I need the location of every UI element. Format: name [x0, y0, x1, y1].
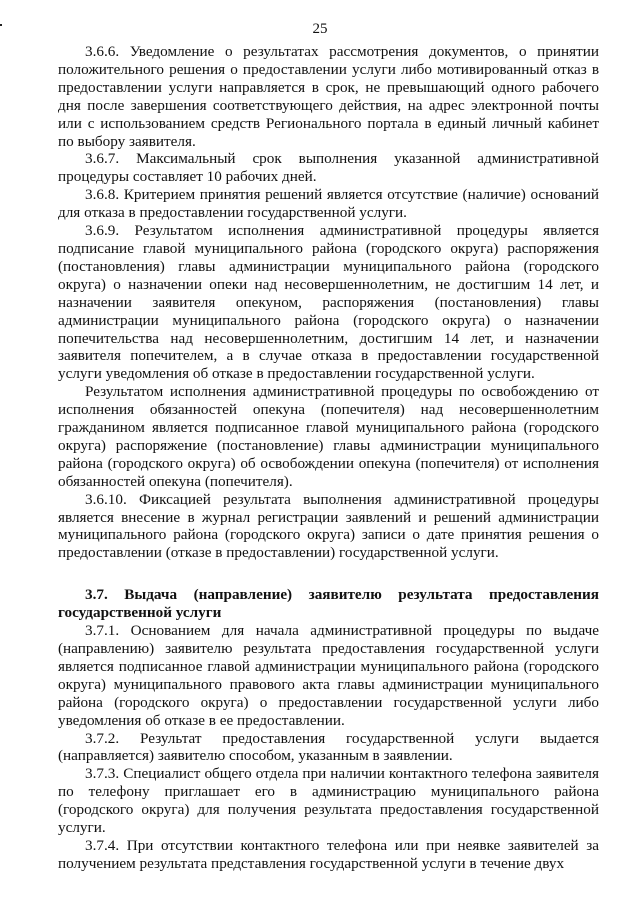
paragraph-3-6-9-continued: Результатом исполнения административной процедуры по освобождению от исполнения обязанностей опекуна (попечителя) над несовершеннолетним гражданином является подписанное главой муниципального района (городского округа) распоряжение (постановление) главы администрации муниципального района (городского округа) об освобождении опекуна (попечителя) от исполнения обязанностей опекуна (попечителя).: [58, 383, 599, 490]
document-body: [58, 43, 599, 873]
paragraph-3-6-6: 3.6.6. Уведомление о результатах рассмотрения документов, о принятии положительного решения о предоставлении услуги либо мотивированный отказ в предоставлении услуги направляется в срок, не превышающий одного рабочего дня после завершения соответствующего действия, на адрес электронной почты или с использованием средств Регионального портала в единый личный кабинет по выбору заявителя.: [58, 43, 599, 150]
paragraph-3-7-3: 3.7.3. Специалист общего отдела при наличии контактного телефона заявителя по телефону приглашает его в администрацию муниципального района (городского округа) для получения результата предоставления государственной услуги.: [58, 765, 599, 837]
section-heading-3-7: 3.7. Выдача (направление) заявителю результата предоставления государственной услуги: [58, 586, 599, 622]
paragraph-3-6-7: 3.6.7. Максимальный срок выполнения указанной административной процедуры составляет 10 рабочих дней.: [58, 150, 599, 186]
paragraph-3-7-4: 3.7.4. При отсутствии контактного телефона или при неявке заявителей за получением результата представления государственной услуги в течение двух: [58, 836, 599, 872]
paragraph-3-6-8: 3.6.8. Критерием принятия решений является отсутствие (наличие) оснований для отказа в предоставлении государственной услуги.: [58, 186, 599, 222]
paragraph-3-6-10: 3.6.10. Фиксацией результата выполнения административной процедуры является внесение в журнал регистрации заявлений и решений администрации муниципального района (городского округа) записи о дате принятия решения о предоставлении (отказе в предоставлении) государственной услуги.: [58, 490, 599, 562]
paragraph-3-7-2: 3.7.2. Результат предоставления государственной услуги выдается (направляется) заявителю способом, указанным в заявлении.: [58, 729, 599, 765]
page-number: 25: [312, 21, 328, 37]
paragraph-3-6-9: 3.6.9. Результатом исполнения административной процедуры является подписание главой муниципального района (городского округа) распоряжения (постановления) главы администрации муниципального района (городского округа) о назначении опеки над несовершеннолетним, не достигшим 14 лет, и назначении заявителя опекуном, распоряжения (постановления) главы администрации муниципального района (городского округа) о назначении попечительства над несовершеннолетним, достигшим 14 лет, и назначении заявителя попечителем, а в случае отказа в предоставлении государственной услуги уведомления об отказе в предоставлении государственной услуги.: [58, 222, 599, 383]
paragraph-3-7-1: 3.7.1. Основанием для начала административной процедуры по выдаче (направлению) заявителю результата предоставления государственной услуги является подписанное главой администрации муниципального района (городского округа) муниципального правового акта главы администрации муниципального района (городского округа) о предоставлении государственной услуги либо уведомления об отказе в ее предоставлении.: [58, 622, 599, 729]
